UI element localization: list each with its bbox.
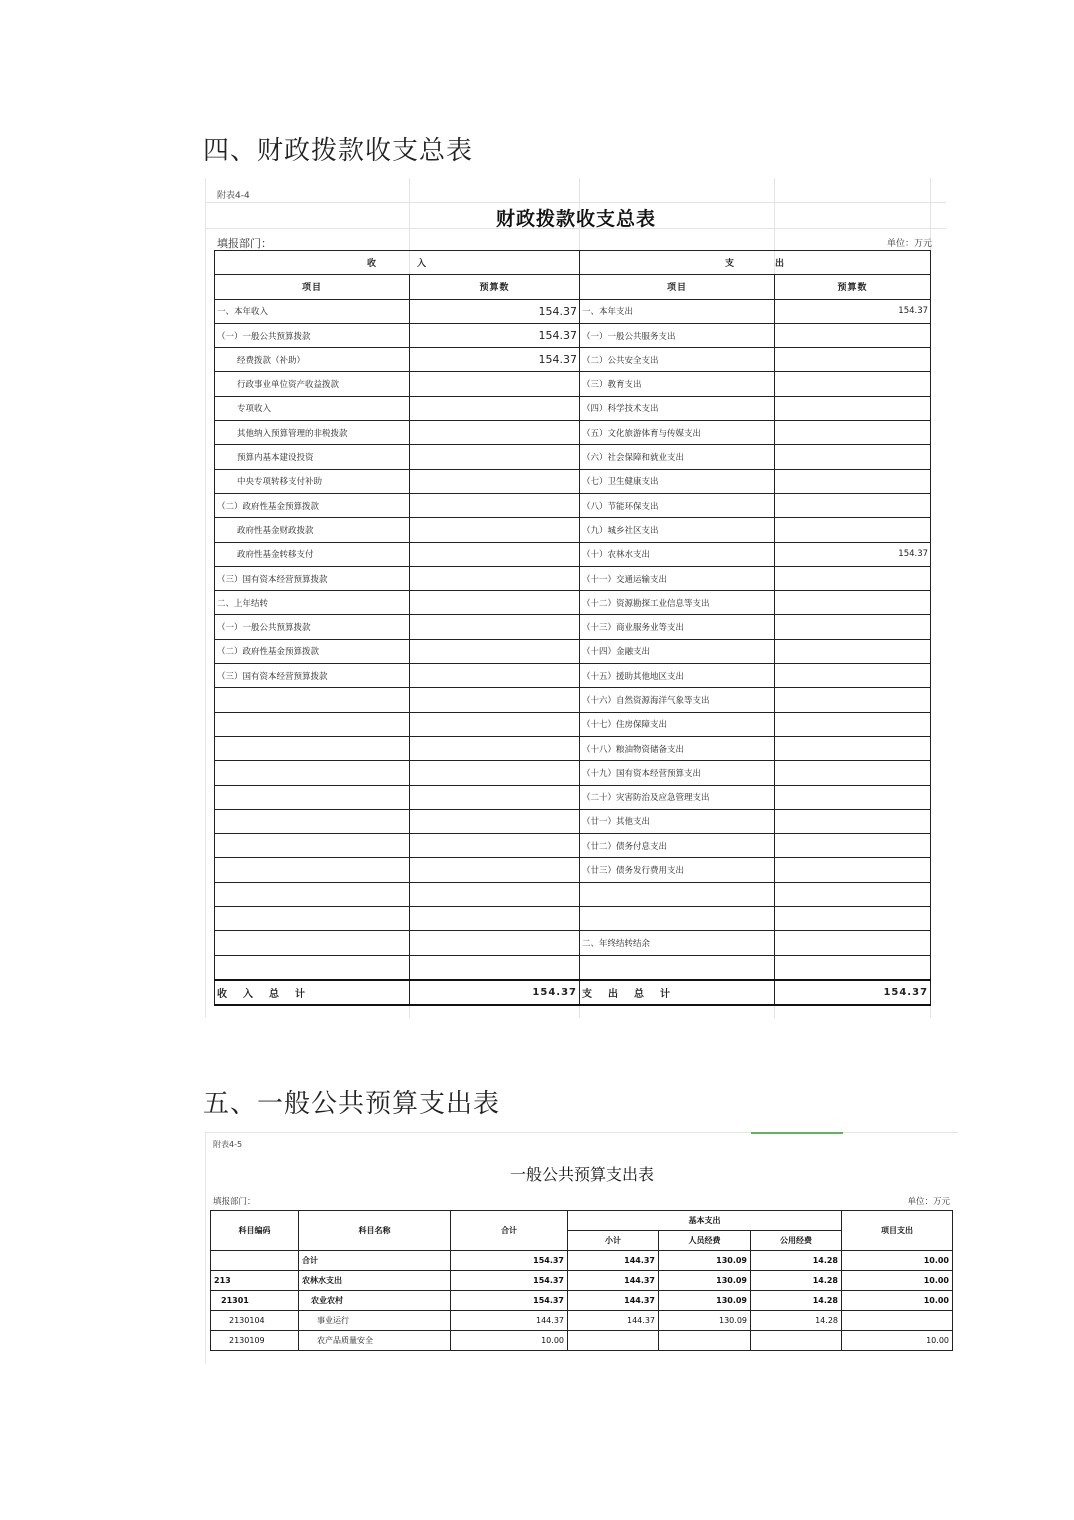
project-cell: 10.00 — [842, 1291, 953, 1311]
income-item-cell: 经费拨款（补助） — [215, 348, 410, 372]
expense-item-cell: （廿二）债务付息支出 — [580, 834, 775, 858]
expense-value-cell — [775, 688, 931, 712]
expense-value-cell — [775, 566, 931, 590]
income-item-cell: 二、上年结转 — [215, 591, 410, 615]
table-row — [215, 809, 931, 833]
table-title: 一般公共预算支出表 — [509, 1165, 654, 1184]
code-cell: 213 — [211, 1271, 299, 1291]
table-row — [215, 445, 931, 469]
subtotal-cell: 144.37 — [568, 1271, 659, 1291]
personnel-cell: 130.09 — [659, 1271, 751, 1291]
income-item-cell — [215, 834, 410, 858]
income-item-cell — [215, 688, 410, 712]
expense-header: 支 出 — [580, 251, 931, 275]
income-value-cell — [410, 761, 580, 785]
table-row — [211, 1251, 953, 1271]
name-header: 科目名称 — [299, 1211, 451, 1251]
expense-value-cell — [775, 421, 931, 445]
table-row — [215, 518, 931, 542]
table-row — [215, 736, 931, 760]
income-item-cell: （一）一般公共预算拨款 — [215, 323, 410, 347]
annex-label: 附表4-4 — [217, 191, 250, 201]
income-item-cell — [215, 955, 410, 980]
fiscal-summary-table — [214, 250, 931, 1006]
basic-expense-header: 基本支出 — [568, 1211, 842, 1231]
income-value-cell — [410, 688, 580, 712]
public-cell: 14.28 — [751, 1291, 842, 1311]
expense-value-cell — [775, 493, 931, 517]
expense-value-cell — [775, 736, 931, 760]
public-cell: 14.28 — [751, 1251, 842, 1271]
name-cell: 农林水支出 — [299, 1271, 451, 1291]
income-value-cell — [410, 542, 580, 566]
income-total-label: 收 入 总 计 — [215, 980, 410, 1005]
table-row — [215, 955, 931, 980]
expense-value-cell — [775, 858, 931, 882]
income-value-cell — [410, 615, 580, 639]
table-row — [215, 591, 931, 615]
subtotal-cell: 144.37 — [568, 1311, 659, 1331]
total-cell: 10.00 — [451, 1331, 568, 1351]
income-value-cell — [410, 907, 580, 931]
income-item-cell — [215, 761, 410, 785]
income-item-cell: （一）一般公共预算拨款 — [215, 615, 410, 639]
public-cell: 14.28 — [751, 1311, 842, 1331]
income-item-cell: 政府性基金转移支付 — [215, 542, 410, 566]
income-value-cell — [410, 591, 580, 615]
public-header: 公用经费 — [751, 1231, 842, 1251]
code-header: 科目编码 — [211, 1211, 299, 1251]
code-cell: 2130104 — [211, 1311, 299, 1331]
income-item-cell: 专项收入 — [215, 396, 410, 420]
personnel-cell: 130.09 — [659, 1291, 751, 1311]
section-heading-5: 五、一般公共预算支出表 — [203, 1089, 501, 1119]
income-value-cell — [410, 931, 580, 955]
expense-total-label: 支 出 总 计 — [580, 980, 775, 1005]
expense-total-value: 154.37 — [775, 980, 931, 1005]
cell-selection-indicator — [751, 1132, 843, 1134]
dept-label: 填报部门： — [213, 1197, 256, 1207]
expense-item-cell: （十四）金融支出 — [580, 639, 775, 663]
income-value-cell: 154.37 — [410, 348, 580, 372]
subtotal-header: 小计 — [568, 1231, 659, 1251]
personnel-cell: 130.09 — [659, 1311, 751, 1331]
table-row — [215, 566, 931, 590]
table-row — [215, 639, 931, 663]
income-item-cell — [215, 882, 410, 906]
income-value-cell — [410, 372, 580, 396]
expense-item-cell: 二、年终结转结余 — [580, 931, 775, 955]
total-cell: 154.37 — [451, 1251, 568, 1271]
expense-budget-header: 预算数 — [775, 275, 931, 299]
income-item-cell: 中央专项转移支付补助 — [215, 469, 410, 493]
subtotal-cell: 144.37 — [568, 1291, 659, 1311]
income-item-header: 项目 — [215, 275, 410, 299]
table-row — [215, 372, 931, 396]
table-header-row — [211, 1211, 953, 1231]
income-item-cell: 一、本年收入 — [215, 299, 410, 323]
expense-item-cell — [580, 907, 775, 931]
project-cell: 10.00 — [842, 1251, 953, 1271]
unit-label: 单位：万元 — [907, 1197, 950, 1207]
subtotal-cell — [568, 1331, 659, 1351]
table-row — [215, 542, 931, 566]
expense-value-cell — [775, 518, 931, 542]
table-row — [215, 931, 931, 955]
expense-value-cell — [775, 712, 931, 736]
expense-value-cell — [775, 591, 931, 615]
public-cell: 14.28 — [751, 1271, 842, 1291]
table-row — [215, 615, 931, 639]
expense-value-cell — [775, 785, 931, 809]
total-cell: 154.37 — [451, 1271, 568, 1291]
expense-item-cell: （四）科学技术支出 — [580, 396, 775, 420]
dept-label: 填报部门： — [217, 237, 272, 250]
income-value-cell — [410, 639, 580, 663]
income-value-cell — [410, 785, 580, 809]
general-budget-expenditure-sheet — [205, 1132, 958, 1364]
expense-value-cell — [775, 931, 931, 955]
table-row — [215, 785, 931, 809]
expense-value-cell — [775, 445, 931, 469]
expense-value-cell — [775, 396, 931, 420]
income-item-cell — [215, 931, 410, 955]
expense-value-cell: 154.37 — [775, 542, 931, 566]
income-item-cell: （三）国有资本经营预算拨款 — [215, 664, 410, 688]
income-value-cell — [410, 566, 580, 590]
income-item-cell: （二）政府性基金预算拨款 — [215, 639, 410, 663]
expense-value-cell — [775, 348, 931, 372]
income-item-cell: 行政事业单位资产收益拨款 — [215, 372, 410, 396]
expense-value-cell — [775, 761, 931, 785]
income-item-cell — [215, 712, 410, 736]
table-row — [215, 323, 931, 347]
expense-item-cell: （十三）商业服务业等支出 — [580, 615, 775, 639]
expense-value-cell — [775, 907, 931, 931]
income-value-cell — [410, 736, 580, 760]
income-value-cell — [410, 664, 580, 688]
expense-value-cell — [775, 809, 931, 833]
expense-item-cell: （十一）交通运输支出 — [580, 566, 775, 590]
sheet-gridline — [206, 1132, 958, 1133]
table-row — [215, 348, 931, 372]
project-expense-header: 项目支出 — [842, 1211, 953, 1251]
table-row — [215, 688, 931, 712]
expense-item-cell: （十六）自然资源海洋气象等支出 — [580, 688, 775, 712]
section-heading-4: 四、财政拨款收支总表 — [203, 136, 474, 166]
income-total-value: 154.37 — [410, 980, 580, 1005]
income-value-cell — [410, 518, 580, 542]
table-header-row — [215, 251, 931, 275]
code-cell: 2130109 — [211, 1331, 299, 1351]
table-row — [215, 907, 931, 931]
income-value-cell — [410, 396, 580, 420]
income-item-cell — [215, 736, 410, 760]
income-value-cell — [410, 445, 580, 469]
income-item-cell: 政府性基金财政拨款 — [215, 518, 410, 542]
expense-value-cell — [775, 323, 931, 347]
expense-value-cell — [775, 469, 931, 493]
income-value-cell — [410, 809, 580, 833]
expense-item-header: 项目 — [580, 275, 775, 299]
income-value-cell — [410, 882, 580, 906]
expense-item-cell — [580, 882, 775, 906]
total-row — [215, 980, 931, 1005]
table-row — [215, 299, 931, 323]
expense-item-cell: （八）节能环保支出 — [580, 493, 775, 517]
total-cell: 154.37 — [451, 1291, 568, 1311]
expense-item-cell: （二）公共安全支出 — [580, 348, 775, 372]
fiscal-appropriation-summary-sheet — [205, 178, 946, 1018]
expense-item-cell: （十八）粮油物资储备支出 — [580, 736, 775, 760]
table-row — [211, 1271, 953, 1291]
expense-item-cell: （三）教育支出 — [580, 372, 775, 396]
income-value-cell — [410, 469, 580, 493]
table-row — [211, 1311, 953, 1331]
expense-item-cell: 一、本年支出 — [580, 299, 775, 323]
income-item-cell: （三）国有资本经营预算拨款 — [215, 566, 410, 590]
name-cell: 农业农村 — [299, 1291, 451, 1311]
table-row — [215, 761, 931, 785]
expense-item-cell: （五）文化旅游体育与传媒支出 — [580, 421, 775, 445]
table-row — [215, 712, 931, 736]
income-value-cell — [410, 712, 580, 736]
name-cell: 农产品质量安全 — [299, 1331, 451, 1351]
income-item-cell — [215, 809, 410, 833]
expense-item-cell: （六）社会保障和就业支出 — [580, 445, 775, 469]
table-row — [215, 664, 931, 688]
income-item-cell: 预算内基本建设投资 — [215, 445, 410, 469]
name-cell: 合计 — [299, 1251, 451, 1271]
personnel-cell: 130.09 — [659, 1251, 751, 1271]
general-budget-body — [211, 1251, 953, 1351]
public-cell — [751, 1331, 842, 1351]
total-header: 合计 — [451, 1211, 568, 1251]
income-value-cell: 154.37 — [410, 299, 580, 323]
income-item-cell: （二）政府性基金预算拨款 — [215, 493, 410, 517]
expense-item-cell: （十九）国有资本经营预算支出 — [580, 761, 775, 785]
expense-value-cell: 154.37 — [775, 299, 931, 323]
income-value-cell — [410, 421, 580, 445]
table-row — [215, 493, 931, 517]
table-title: 财政拨款收支总表 — [495, 208, 656, 230]
expense-item-cell: （九）城乡社区支出 — [580, 518, 775, 542]
income-item-cell — [215, 785, 410, 809]
table-row — [215, 882, 931, 906]
fiscal-summary-body — [215, 299, 931, 980]
personnel-header: 人员经费 — [659, 1231, 751, 1251]
income-value-cell — [410, 955, 580, 980]
personnel-cell — [659, 1331, 751, 1351]
expense-value-cell — [775, 834, 931, 858]
table-row — [215, 858, 931, 882]
sheet-gridline — [206, 202, 946, 203]
expense-value-cell — [775, 372, 931, 396]
income-header: 收 入 — [215, 251, 580, 275]
expense-item-cell: （廿三）债务发行费用支出 — [580, 858, 775, 882]
income-item-cell: 其他纳入预算管理的非税拨款 — [215, 421, 410, 445]
income-item-cell — [215, 907, 410, 931]
expense-item-cell: （七）卫生健康支出 — [580, 469, 775, 493]
expense-item-cell — [580, 955, 775, 980]
name-cell: 事业运行 — [299, 1311, 451, 1331]
expense-item-cell: （十）农林水支出 — [580, 542, 775, 566]
expense-item-cell: （二十）灾害防治及应急管理支出 — [580, 785, 775, 809]
income-item-cell — [215, 858, 410, 882]
expense-item-cell: （十五）援助其他地区支出 — [580, 664, 775, 688]
project-cell: 10.00 — [842, 1331, 953, 1351]
table-row — [215, 834, 931, 858]
expense-item-cell: （十七）住房保障支出 — [580, 712, 775, 736]
income-value-cell — [410, 858, 580, 882]
expense-item-cell: （十二）资源勘探工业信息等支出 — [580, 591, 775, 615]
income-value-cell: 154.37 — [410, 323, 580, 347]
subtotal-cell: 144.37 — [568, 1251, 659, 1271]
expense-value-cell — [775, 955, 931, 980]
table-row — [211, 1331, 953, 1351]
expense-item-cell: （廿一）其他支出 — [580, 809, 775, 833]
general-budget-table — [210, 1210, 953, 1351]
project-cell — [842, 1311, 953, 1331]
expense-value-cell — [775, 882, 931, 906]
annex-label: 附表4-5 — [213, 1140, 243, 1149]
expense-value-cell — [775, 639, 931, 663]
table-row — [215, 396, 931, 420]
income-value-cell — [410, 493, 580, 517]
expense-value-cell — [775, 664, 931, 688]
unit-label: 单位：万元 — [886, 239, 932, 249]
code-cell: 21301 — [211, 1291, 299, 1311]
expense-item-cell: （一）一般公共服务支出 — [580, 323, 775, 347]
income-value-cell — [410, 834, 580, 858]
table-subheader-row — [215, 275, 931, 299]
code-cell — [211, 1251, 299, 1271]
table-row — [211, 1291, 953, 1311]
total-cell: 144.37 — [451, 1311, 568, 1331]
table-row — [215, 421, 931, 445]
project-cell: 10.00 — [842, 1271, 953, 1291]
expense-value-cell — [775, 615, 931, 639]
table-row — [215, 469, 931, 493]
income-budget-header: 预算数 — [410, 275, 580, 299]
